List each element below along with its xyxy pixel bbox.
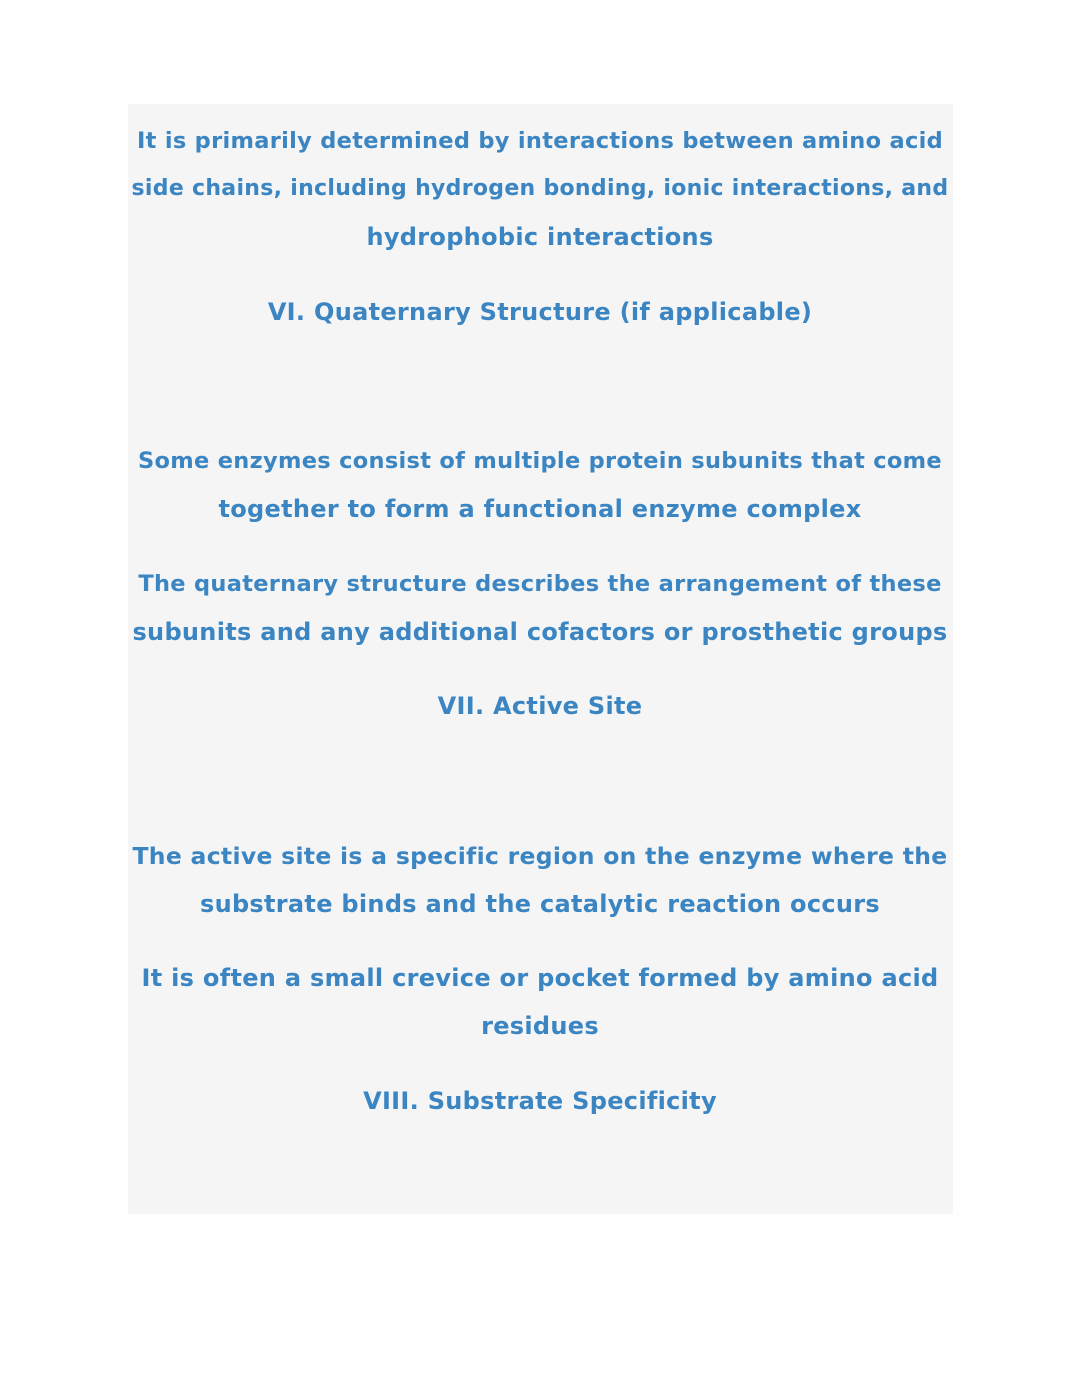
section-heading-substrate-specificity: VIII. Substrate Specificity [363, 1087, 717, 1115]
paragraph-line: Some enzymes consist of multiple protein subunits that come [138, 448, 942, 474]
paragraph-line: side chains, including hydrogen bonding, ionic interactions, and [131, 176, 949, 201]
content-panel [128, 104, 953, 1214]
section-heading-quaternary-structure: VI. Quaternary Structure (if applicable) [267, 298, 813, 326]
paragraph-line: It is often a small crevice or pocket formed by amino acid [141, 964, 939, 992]
section-heading-active-site: VII. Active Site [437, 692, 643, 720]
paragraph-line: residues [481, 1012, 599, 1040]
paragraph-line: The active site is a specific region on the enzyme where the [132, 842, 948, 870]
paragraph-line: subunits and any additional cofactors or prosthetic groups [132, 618, 948, 646]
paragraph-line: together to form a functional enzyme complex [218, 495, 862, 523]
paragraph-line: It is primarily determined by interactions between amino acid [136, 128, 944, 154]
paragraph-line: The quaternary structure describes the arrangement of these [138, 571, 942, 597]
paragraph-line: hydrophobic interactions [366, 223, 714, 251]
paragraph-line: substrate binds and the catalytic reaction occurs [199, 890, 881, 918]
